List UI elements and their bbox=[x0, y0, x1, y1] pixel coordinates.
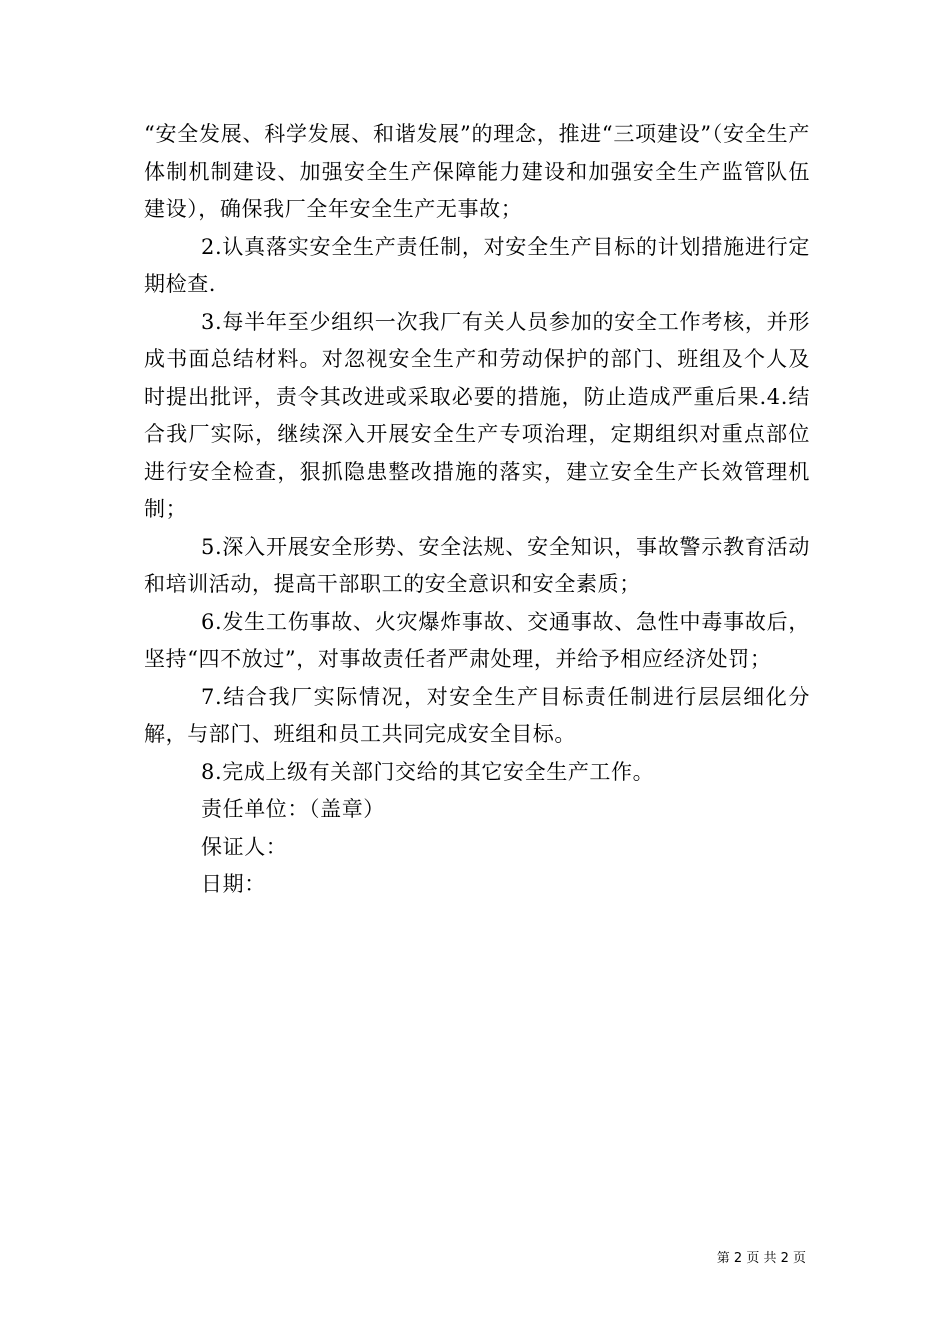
paragraph-item-3-4: 3.每半年至少组织一次我厂有关人员参加的安全工作考核，并形成书面总结材料。对忽视安全生产和劳动保护的部门、班组及个人及时提出批评，责令其改进或采取必要的措施，防止造成严重后果.4.结合我厂实际，继续深入开展安全生产专项治理，定期组织对重点部位进行安全检查，狠抓隐患整改措施的落实，建立安全生产长效管理机制； bbox=[144, 309, 810, 521]
signature-guarantor: 保证人： bbox=[201, 834, 288, 859]
paragraph-item-2: 2.认真落实安全生产责任制，对安全生产目标的计划措施进行定期检查. bbox=[144, 234, 810, 296]
paragraph-item-6: 6.发生工伤事故、火灾爆炸事故、交通事故、急性中毒事故后，坚持“四不放过”，对事故责任者严肃处理，并给予相应经济处罚； bbox=[144, 609, 810, 671]
signature-date: 日期： bbox=[201, 872, 266, 896]
paragraph-continuation: “安全发展、科学发展、和谐发展”的理念，推进“三项建设”（安全生产体制机制建设、加强安全生产保障能力建设和加强安全生产监管队伍建设），确保我厂全年安全生产无事故； bbox=[144, 122, 810, 221]
document-body bbox=[144, 116, 810, 904]
page-number-footer: 第 2 页 共 2 页 bbox=[716, 1251, 806, 1266]
paragraph-item-7: 7.结合我厂实际情况，对安全生产目标责任制进行层层细化分解，与部门、班组和员工共同完成安全目标。 bbox=[144, 684, 810, 746]
paragraph-item-5: 5.深入开展安全形势、安全法规、安全知识，事故警示教育活动和培训活动，提高干部职工的安全意识和安全素质； bbox=[144, 534, 810, 596]
signature-unit: 责任单位：（盖章） bbox=[201, 797, 385, 821]
paragraph-item-8: 8.完成上级有关部门交给的其它安全生产工作。 bbox=[201, 759, 655, 784]
